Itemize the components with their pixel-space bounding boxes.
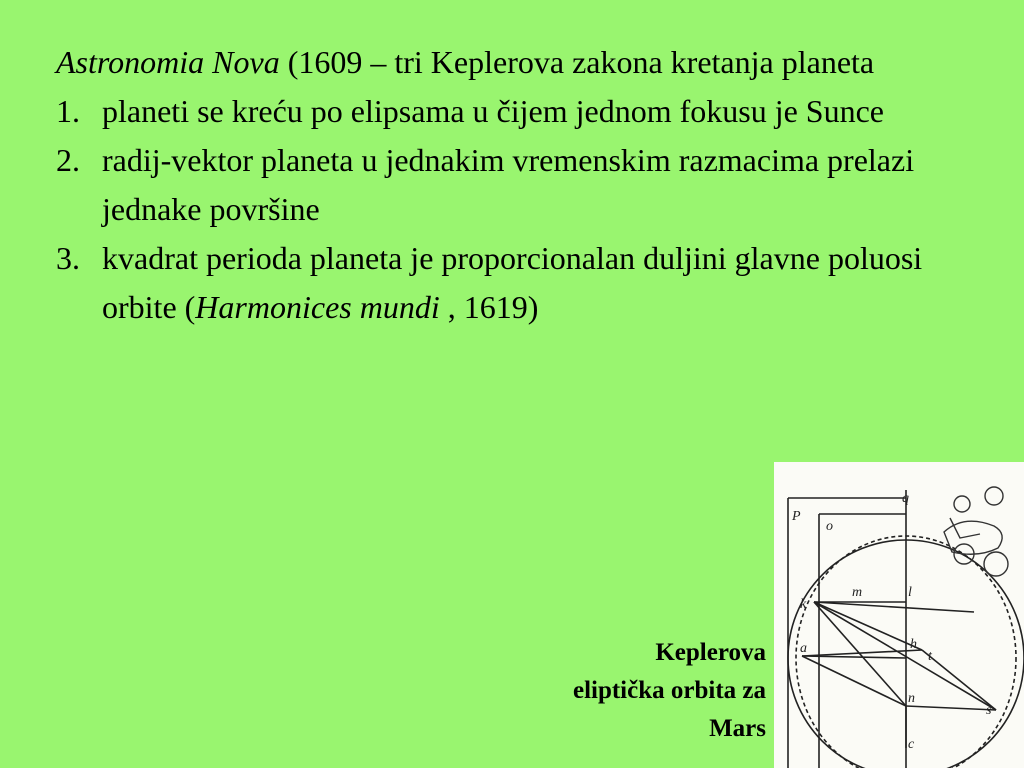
figure-label: t [928, 649, 932, 664]
figure-label: c [908, 737, 915, 752]
figure-label: q [902, 491, 909, 506]
figure-label: k [800, 597, 807, 612]
figure-label: l [908, 585, 912, 600]
intro-line [56, 38, 986, 87]
figure-label: s [986, 703, 992, 718]
caption-line: Keplerova [655, 639, 766, 666]
book-title: Astronomia Nova [56, 44, 280, 80]
law-number: 3. [56, 240, 80, 276]
slide-text [56, 38, 986, 332]
kepler-orbit-figure [774, 462, 1024, 768]
law-text: planeti se kreću po elipsama u čijem jednom fokusu je Sunce [102, 93, 884, 129]
orbit-drawing [774, 462, 1024, 768]
law-number: 1. [56, 93, 80, 129]
law-text: kvadrat perioda planeta je proporcionalan duljini glavne poluosi orbite ( [102, 240, 923, 325]
caption-line: eliptička orbita za [572, 677, 766, 704]
law-text: , 1619) [439, 289, 539, 325]
figure-label: h [910, 637, 917, 652]
radius-line [802, 656, 906, 658]
radius-line [922, 650, 996, 710]
law-item-2 [56, 136, 986, 234]
figure-label: a [800, 641, 807, 656]
radius-line [814, 602, 974, 612]
figure-label: o [826, 519, 833, 534]
law-number: 2. [56, 142, 80, 178]
book-title: Harmonices mundi [195, 289, 440, 325]
caption-line: Mars [709, 715, 766, 742]
intro-text: (1609 – tri Keplerova zakona kretanja planeta [279, 44, 875, 80]
figure-label: m [852, 585, 863, 600]
law-item-3 [56, 234, 986, 332]
figure-label: n [908, 691, 915, 706]
radius-line [802, 656, 906, 706]
law-text: radij-vektor planeta u jednakim vremenskim razmacima prelazi jednake površine [102, 142, 915, 227]
radius-line [906, 706, 996, 710]
figure-label: P [792, 509, 801, 524]
law-item-1 [56, 87, 986, 136]
figure-caption [573, 634, 766, 748]
